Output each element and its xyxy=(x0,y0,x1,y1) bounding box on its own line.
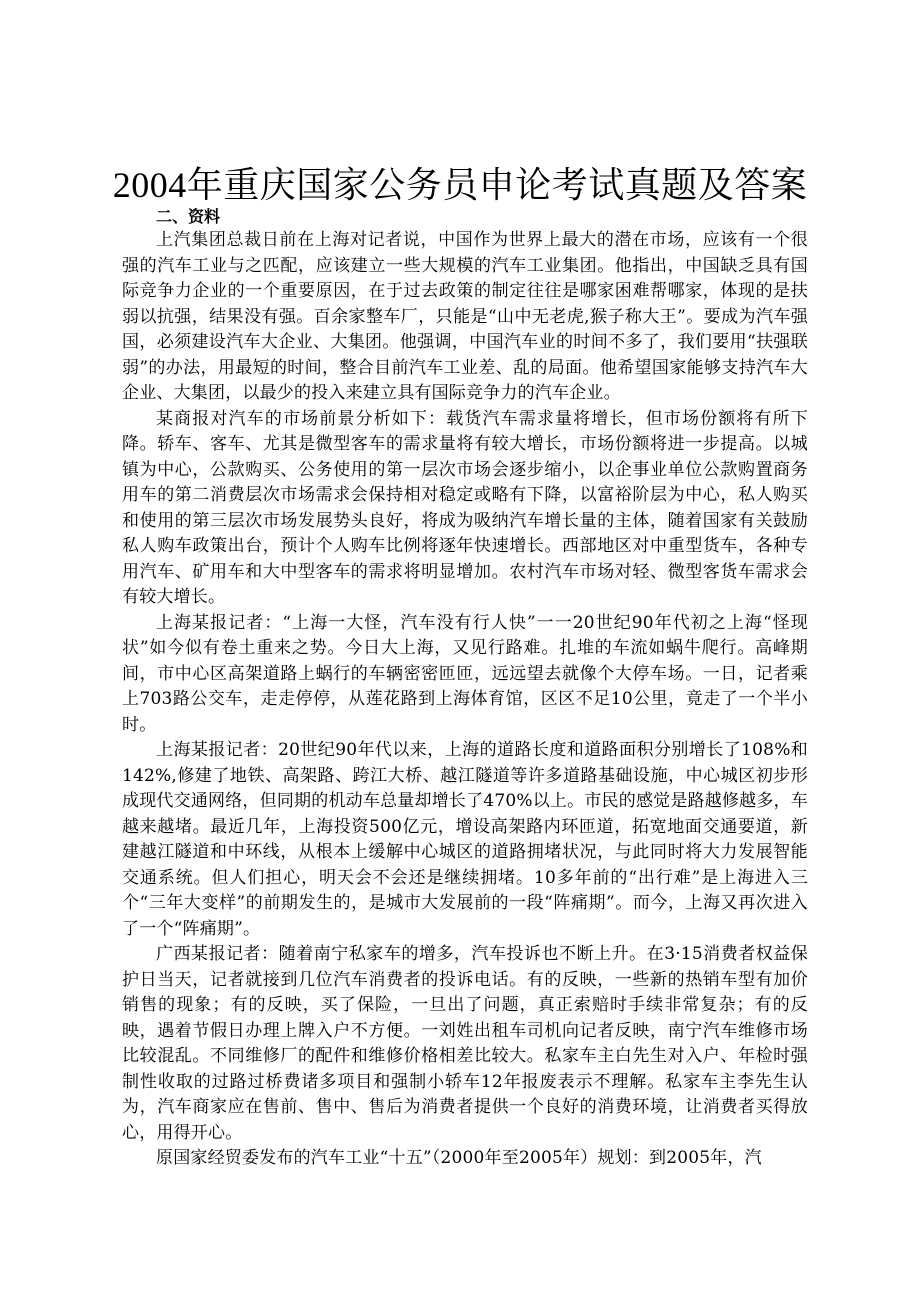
paragraph-6: 原国家经贸委发布的汽车工业“十五”（2000年至2005年）规划：到2005年，汽 xyxy=(156,1148,762,1168)
paragraph-1: 上汽集团总裁日前在上海对记者说，中国作为世界上最大的潜在市场，应该有一个很强的汽车工业与之匹配，应该建立一些大规模的汽车工业集团。他指出，中国缺乏具有国际竞争力企业的一个重要原因，在于过去政策的制定往往是哪家困难帮哪家，体现的是扶弱以抗强，结果没有强。百余家整车厂，只能是“山中无老虎,猴子称大王”。要成为汽车强国，必须建设汽车大企业、大集团。他强调，中国汽车业的时间不多了，我们要用“扶强联弱”的办法，用最短的时间，整合目前汽车工业差、乱的局面。他希望国家能够支持汽车大企业、大集团，以最少的投入来建立具有国际竞争力的汽车企业。 xyxy=(122,230,808,403)
document-body xyxy=(122,206,808,1172)
document-title: 2004年重庆国家公务员申论考试真题及答案 xyxy=(112,165,808,205)
paragraph-2: 某商报对汽车的市场前景分析如下：载货汽车需求量将增长，但市场份额将有所下降。轿车、客车、尤其是微型客车的需求量将有较大增长，市场份额将进一步提高。以城镇为中心，公款购买、公务使用的第一层次市场会逐步缩小，以企事业单位公款购置商务用车的第二消费层次市场需求会保持相对稳定或略有下降，以富裕阶层为中心，私人购买和使用的第三层次市场发展势头良好，将成为吸纳汽车增长量的主体，随着国家有关鼓励私人购车政策出台，预计个人购车比例将逐年快速增长。西部地区对中重型货车，各种专用汽车、矿用车和大中型客车的需求将明显增加。农村汽车市场对轻、微型客货车需求会有较大增长。 xyxy=(122,408,808,607)
paragraph-3: 上海某报记者：“上海一大怪，汽车没有行人快”一一20世纪90年代初之上海“怪现状”如今似有卷土重来之势。今日大上海，又见行路难。扎堆的车流如蜗牛爬行。高峰期间，市中心区高架道路上蜗行的车辆密密匝匝，远远望去就像个大停车场。一日，记者乘上703路公交车，走走停停，从莲花路到上海体育馆，区区不足10公里，竟走了一个半小时。 xyxy=(122,612,808,735)
paragraph-5: 广西某报记者：随着南宁私家车的增多，汽车投诉也不断上升。在3·15消费者权益保护日当天，记者就接到几位汽车消费者的投诉电话。有的反映，一些新的热销车型有加价销售的现象；有的反映，买了保险，一旦出了问题，真正索赔时手续非常复杂；有的反映，遇着节假日办理上牌入户不方便。一刘姓出租车司机向记者反映，南宁汽车维修市场比较混乱。不同维修厂的配件和维修价格相差比较大。私家车主白先生对入户、年检时强制性收取的过路过桥费诸多项目和强制小轿车12年报废表示不理解。私家车主李先生认为，汽车商家应在售前、售中、售后为消费者提供一个良好的消费环境，让消费者买得放心，用得开心。 xyxy=(122,944,808,1143)
section-heading: 二、资料 xyxy=(156,207,221,226)
paragraph-4: 上海某报记者：20世纪90年代以来，上海的道路长度和道路面积分别增长了108%和142%,修建了地铁、高架路、跨江大桥、越江隧道等许多道路基础设施，中心城区初步形成现代交通网络，但同期的机动车总量却增长了470%以上。市民的感觉是路越修越多，车越来越堵。最近几年，上海投资500亿元，增设高架路内环匝道，拓宽地面交通要道，新建越江隧道和中环线，从根本上缓解中心城区的道路拥堵状况，与此同时将大力发展智能交通系统。但人们担心，明天会不会还是继续拥堵。10多年前的“出行难”是上海进入三个“三年大变样”的前期发生的，是城市大发展前的一段“阵痛期”。而今，上海又再次进入了一个“阵痛期”。 xyxy=(122,740,808,939)
